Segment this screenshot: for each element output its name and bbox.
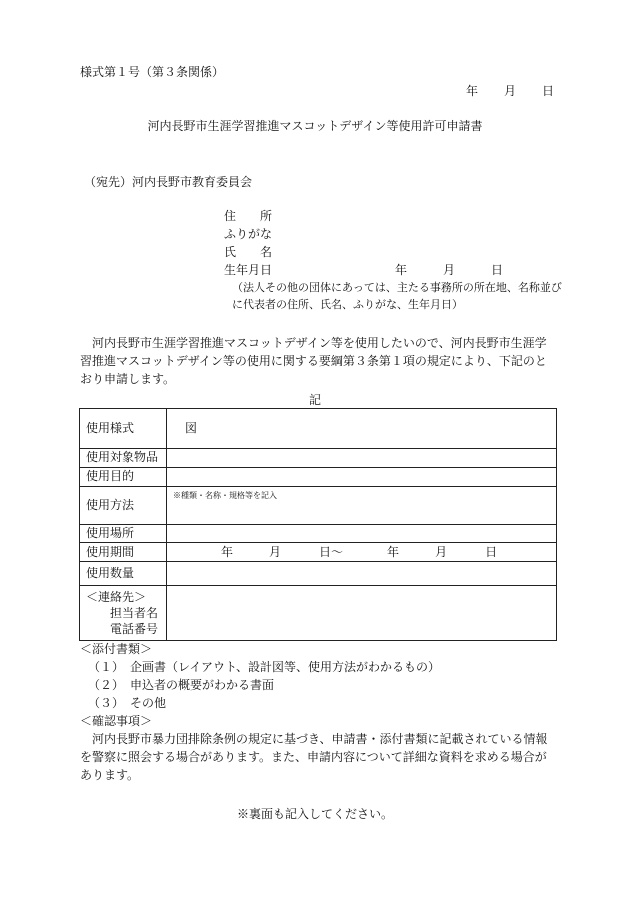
usage-style-value[interactable] [167, 409, 557, 449]
purpose-value[interactable] [167, 468, 557, 487]
attachments-section [80, 640, 558, 784]
period-day1: 日～ [319, 544, 344, 559]
dob-label: 生年月日 [224, 263, 273, 277]
method-note: ※種類・名称・規格等を記入 [173, 491, 277, 500]
name-label: 氏 名 [224, 245, 273, 259]
confirmation-heading: ＜確認事項＞ [80, 714, 153, 728]
period-day2: 日 [485, 544, 498, 559]
quantity-value[interactable] [167, 562, 557, 586]
attachment-item-1: （１） 企画書（レイアウト、設計図等、使用方法がわかるもの） [88, 660, 440, 674]
table-row [80, 543, 557, 562]
period-month2: 月 [435, 544, 448, 559]
ki-heading: 記 [308, 393, 321, 407]
quantity-label: 使用数量 [80, 562, 167, 586]
purpose-label: 使用目的 [80, 468, 167, 487]
date-day: 日 [542, 84, 555, 98]
date-line [466, 83, 554, 100]
table-row [80, 449, 557, 468]
place-value[interactable] [167, 525, 557, 543]
usage-style-text: 図 [185, 420, 198, 435]
table-row [80, 562, 557, 586]
table-row [80, 468, 557, 487]
contact-label: ＜連絡先＞ [86, 590, 147, 605]
furigana-row [224, 226, 562, 244]
furigana-label: ふりがな [224, 227, 273, 241]
target-label: 使用対象物品 [80, 449, 167, 468]
dob-day: 日 [491, 263, 504, 277]
addressee: （宛先）河内長野市教育委員会 [84, 175, 253, 189]
table-row [80, 586, 557, 641]
table-row [80, 525, 557, 543]
period-value[interactable] [167, 543, 557, 562]
attachments-heading: ＜添付書類＞ [80, 642, 153, 656]
contact-value[interactable] [167, 586, 557, 641]
contact-person-label: 担当者名 [110, 606, 159, 621]
period-year1: 年 [221, 544, 234, 559]
period-month1: 月 [269, 544, 282, 559]
period-year2: 年 [387, 544, 400, 559]
date-month: 月 [504, 84, 517, 98]
method-value[interactable] [167, 487, 557, 525]
back-side-note: ※裏面も記入してください。 [236, 807, 393, 821]
contact-label-cell [80, 586, 167, 641]
period-label: 使用期間 [80, 543, 167, 562]
name-row [224, 244, 562, 262]
contact-phone-label: 電話番号 [110, 622, 159, 637]
dob-date [395, 262, 503, 279]
place-label: 使用場所 [80, 525, 167, 543]
dob-year: 年 [395, 263, 408, 277]
attachment-item-2: （２） 申込者の概要がわかる書面 [88, 678, 275, 692]
table-row [80, 487, 557, 525]
form-number: 様式第１号（第３条関係） [80, 65, 225, 79]
dob-month: 月 [443, 263, 456, 277]
confirmation-text: 河内長野市暴力団排除条例の規定に基づき、申請書・添付書類に記載されている情報を警察に照会する場合があります。また、申請内容について詳細な資料を求める場合があります。 [80, 732, 548, 782]
usage-style-label: 使用様式 [80, 409, 167, 449]
applicant-section [224, 208, 562, 313]
application-table [79, 408, 557, 641]
dob-row [224, 262, 562, 280]
target-value[interactable] [167, 449, 557, 468]
date-year: 年 [466, 84, 479, 98]
address-row [224, 208, 562, 226]
attachment-item-3: （３） その他 [88, 696, 167, 710]
corporate-note: （法人その他の団体にあっては、主たる事務所の所在地、名称並びに代表者の住所、氏名、ふりがな、生年月日） [232, 281, 562, 311]
intro-paragraph: 河内長野市生涯学習推進マスコットデザイン等を使用したいので、河内長野市生涯学習推進マスコットデザイン等の使用に関する要綱第３条第１項の規定により、下記のとおり申請します。 [80, 336, 547, 386]
document-title: 河内長野市生涯学習推進マスコットデザイン等使用許可申請書 [147, 119, 483, 133]
table-row [80, 409, 557, 449]
address-label: 住 所 [224, 209, 273, 223]
method-label: 使用方法 [80, 487, 167, 525]
